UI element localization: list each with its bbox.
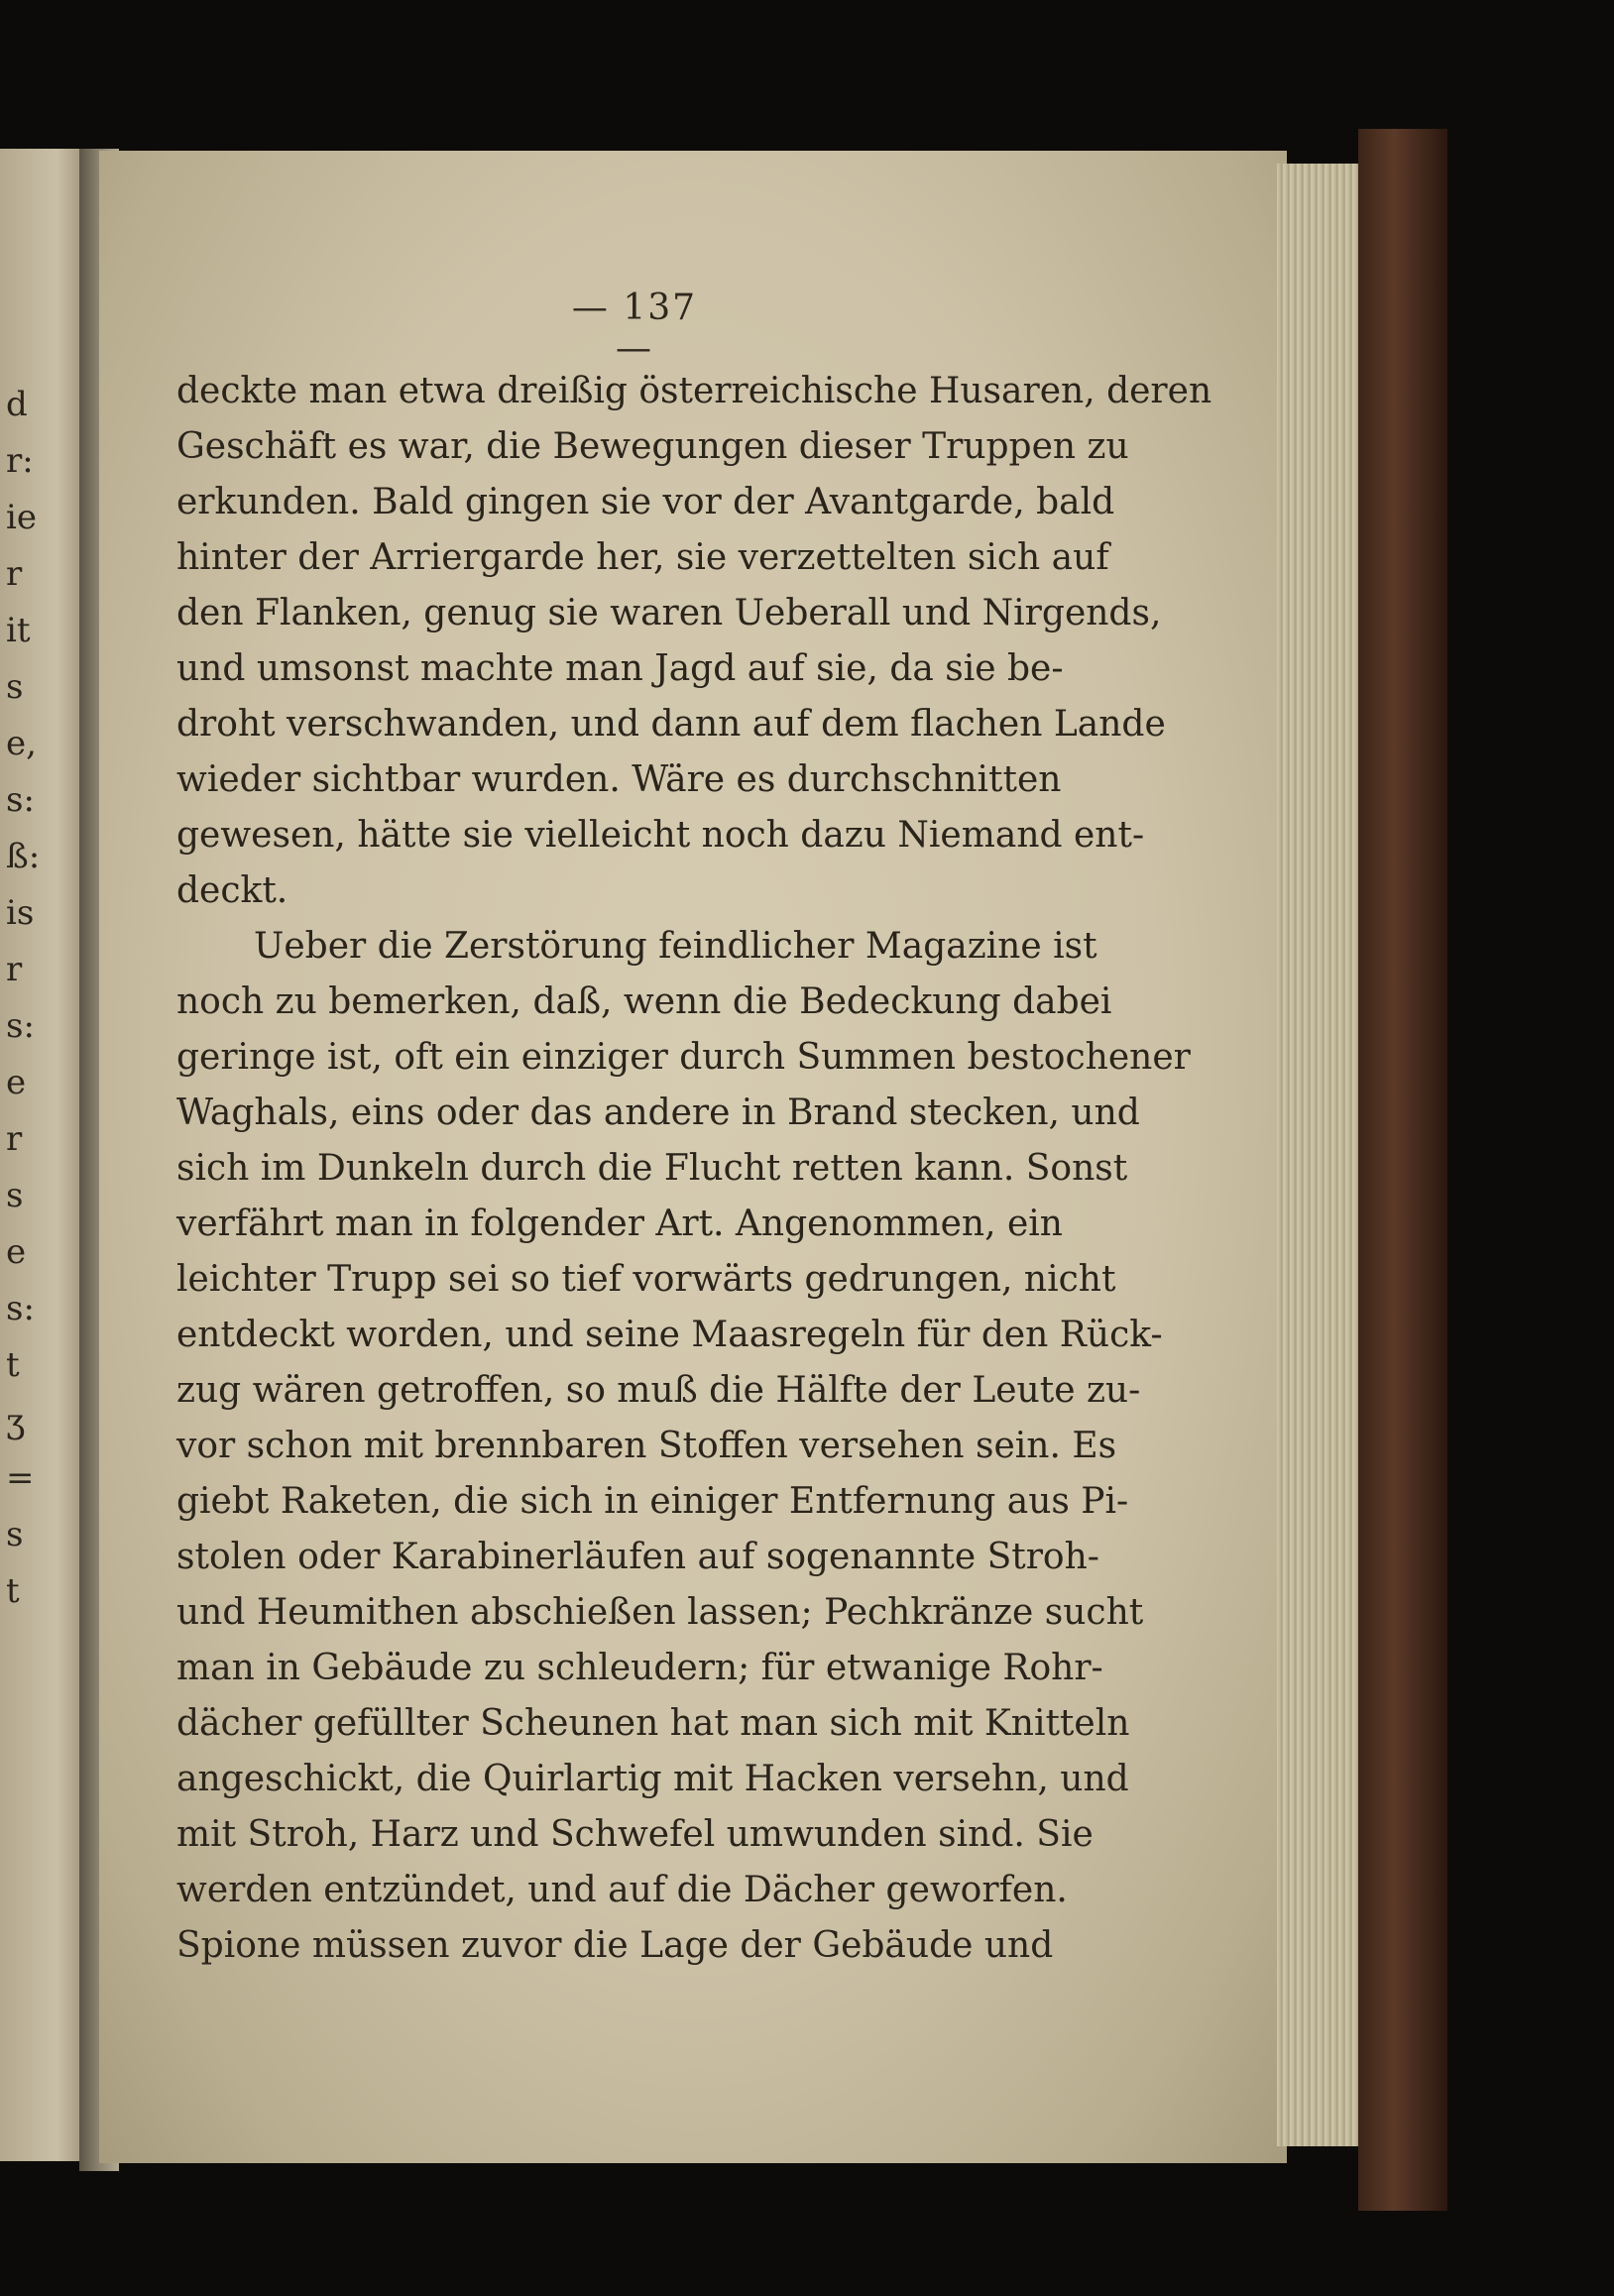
page-body-text xyxy=(176,364,1212,1974)
text-line: vor schon mit brennbaren Stoffen versehen sein. Es xyxy=(176,1426,1117,1466)
left-edge-letter: e xyxy=(6,1063,27,1102)
left-edge-letter: ie xyxy=(6,498,37,537)
left-edge-letter: it xyxy=(6,611,31,650)
text-line: Ueber die Zerstörung feindlicher Magazine ist xyxy=(254,926,1097,967)
text-line: erkunden. Bald gingen sie vor der Avantgarde, bald xyxy=(176,482,1115,522)
text-line: deckte man etwa dreißig österreichische Husaren, deren xyxy=(176,371,1212,411)
left-edge-letter: t xyxy=(6,1571,20,1611)
left-edge-letter: ß: xyxy=(6,837,41,876)
text-line: Spione müssen zuvor die Lage der Gebäude und xyxy=(176,1925,1054,1966)
left-edge-letter: ʒ xyxy=(6,1402,26,1441)
text-line: noch zu bemerken, daß, wenn die Bedeckung dabei xyxy=(176,981,1112,1022)
text-line: angeschickt, die Quirlartig mit Hacken versehn, und xyxy=(176,1759,1129,1799)
text-line: gewesen, hätte sie vielleicht noch dazu Niemand ent- xyxy=(176,815,1145,856)
text-line: und umsonst machte man Jagd auf sie, da sie be- xyxy=(176,648,1064,689)
text-line: stolen oder Karabinerläufen auf sogenannte Stroh- xyxy=(176,1537,1099,1577)
text-line: deckt. xyxy=(176,870,288,911)
left-edge-letter: t xyxy=(6,1345,20,1385)
text-line: den Flanken, genug sie waren Ueberall und Nirgends, xyxy=(176,593,1162,633)
text-line: giebt Raketen, die sich in einiger Entfernung aus Pi- xyxy=(176,1481,1129,1522)
left-page-edge-text xyxy=(6,377,46,1620)
left-edge-letter: r: xyxy=(6,441,34,481)
left-edge-letter: e xyxy=(6,1232,27,1272)
text-line: und Heumithen abschießen lassen; Pechkränze sucht xyxy=(176,1592,1144,1633)
text-line: dächer gefüllter Scheunen hat man sich mit Knitteln xyxy=(176,1703,1130,1744)
left-edge-letter: s xyxy=(6,1515,24,1554)
text-line: wieder sichtbar wurden. Wäre es durchschnitten xyxy=(176,759,1062,800)
left-edge-letter: = xyxy=(6,1458,35,1498)
page-edges xyxy=(1277,164,1362,2146)
text-line: zug wären getroffen, so muß die Hälfte der Leute zu- xyxy=(176,1370,1141,1411)
text-line: leichter Trupp sei so tief vorwärts gedrungen, nicht xyxy=(176,1259,1116,1300)
text-line: Geschäft es war, die Bewegungen dieser Truppen zu xyxy=(176,426,1129,467)
book-cover-edge xyxy=(1358,129,1447,2211)
text-line: sich im Dunkeln durch die Flucht retten kann. Sonst xyxy=(176,1148,1128,1189)
left-edge-letter: s xyxy=(6,667,24,707)
left-edge-letter: e, xyxy=(6,724,37,763)
text-line: verfährt man in folgender Art. Angenommen, ein xyxy=(176,1204,1063,1244)
text-line: droht verschwanden, und dann auf dem flachen Lande xyxy=(176,704,1166,745)
text-line: Waghals, eins oder das andere in Brand stecken, und xyxy=(176,1092,1140,1133)
text-line: werden entzündet, und auf die Dächer geworfen. xyxy=(176,1870,1068,1910)
text-line: hinter der Arriergarde her, sie verzettelten sich auf xyxy=(176,537,1109,578)
left-edge-letter: s: xyxy=(6,1006,35,1046)
text-line: man in Gebäude zu schleudern; für etwanige Rohr- xyxy=(176,1648,1103,1688)
text-line: mit Stroh, Harz und Schwefel umwunden sind. Sie xyxy=(176,1814,1094,1855)
text-line: geringe ist, oft ein einziger durch Summen bestochener xyxy=(176,1037,1191,1078)
left-edge-letter: r xyxy=(6,1119,23,1159)
text-line: entdeckt worden, und seine Maasregeln für den Rück- xyxy=(176,1315,1163,1355)
page-number: — 137 — xyxy=(571,287,698,369)
left-edge-letter: is xyxy=(6,893,35,933)
left-edge-letter: s: xyxy=(6,780,35,820)
left-edge-letter: s xyxy=(6,1176,24,1215)
left-edge-letter: r xyxy=(6,554,23,594)
left-edge-letter: d xyxy=(6,385,28,424)
left-edge-letter: s: xyxy=(6,1289,35,1328)
left-edge-letter: r xyxy=(6,950,23,989)
